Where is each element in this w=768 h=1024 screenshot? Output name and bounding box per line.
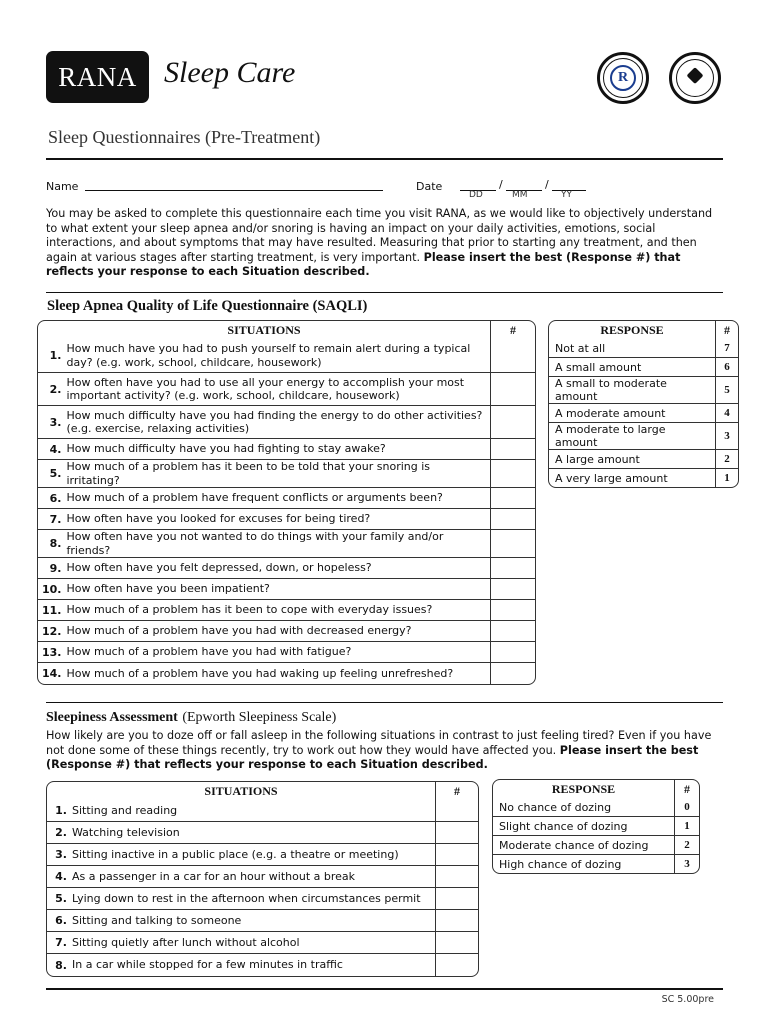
situation-text: Watching television — [70, 822, 436, 844]
table-row — [38, 663, 535, 684]
row-number: 1. — [38, 339, 65, 373]
answer-cell[interactable] — [436, 866, 478, 888]
situation-text: How much of a problem have you had with fatigue? — [65, 642, 492, 663]
table-row — [38, 600, 535, 621]
table-row — [38, 406, 535, 439]
footer-divider — [46, 988, 723, 990]
answer-cell[interactable] — [436, 932, 478, 954]
answer-cell[interactable] — [491, 621, 535, 642]
response-row — [493, 855, 699, 873]
answer-cell[interactable] — [491, 406, 535, 439]
response-row — [493, 836, 699, 855]
table-row — [38, 339, 535, 373]
saqli-title: Sleep Apnea Quality of Life Questionnaire (SAQLI) — [47, 298, 368, 314]
response-header: RESPONSE — [549, 321, 716, 339]
rana-logo — [46, 51, 149, 103]
response-row — [493, 817, 699, 836]
answer-cell[interactable] — [491, 439, 535, 460]
response-label: A small to moderate amount — [549, 377, 716, 404]
situations-header: SITUATIONS — [38, 321, 491, 339]
response-number: 6 — [716, 358, 738, 377]
situation-text: As a passenger in a car for an hour without a break — [70, 866, 436, 888]
row-number: 5. — [38, 460, 65, 488]
row-number: 7. — [47, 932, 70, 954]
situation-text: In a car while stopped for a few minutes in traffic — [70, 954, 436, 976]
response-number: 3 — [716, 423, 738, 450]
answer-cell[interactable] — [491, 509, 535, 530]
response-header: RESPONSE — [493, 780, 675, 798]
row-number: 3. — [38, 406, 65, 439]
row-number: 2. — [47, 822, 70, 844]
situation-text: How often have you been impatient? — [65, 579, 492, 600]
date-separator: / — [499, 178, 503, 191]
mm-hint: MM — [512, 190, 528, 200]
answer-cell[interactable] — [491, 558, 535, 579]
answer-cell[interactable] — [491, 460, 535, 488]
response-number: 2 — [716, 450, 738, 469]
table-row — [38, 642, 535, 663]
answer-cell[interactable] — [491, 373, 535, 406]
response-label: High chance of dozing — [493, 855, 675, 873]
table-row — [38, 373, 535, 406]
situation-text: How much difficulty have you had fighting to stay awake? — [65, 439, 492, 460]
section-divider — [46, 702, 723, 703]
response-row — [549, 377, 738, 404]
document-title: Sleep Questionnaires (Pre-Treatment) — [48, 127, 321, 147]
row-number: 8. — [38, 530, 65, 558]
row-number: 4. — [38, 439, 65, 460]
response-row — [549, 423, 738, 450]
intro-text: You may be asked to complete this questionnaire each time you visit RANA, as we would like to objectively understand to what extent your sleep apnea and/or snoring is having an impact on your daily activities, emotions, social interactions, and about symptoms that may have resulted. Measuring that prior to starting any treatment, and then again at various stages after starting treatment, is very important. — [46, 207, 713, 264]
response-row — [549, 469, 738, 487]
row-number: 1. — [47, 800, 70, 822]
response-label: Not at all — [549, 339, 716, 358]
answer-cell[interactable] — [436, 800, 478, 822]
response-number: 0 — [675, 798, 699, 817]
response-number: 3 — [684, 858, 690, 870]
situation-text: Sitting and reading — [70, 800, 436, 822]
table-row — [38, 558, 535, 579]
answer-cell[interactable] — [436, 910, 478, 932]
response-row — [549, 339, 738, 358]
num-header: # — [454, 783, 460, 798]
name-label: Name — [46, 180, 79, 193]
table-row — [38, 460, 535, 488]
row-number: 13. — [38, 642, 65, 663]
situations-header: SITUATIONS — [47, 782, 436, 800]
answer-cell[interactable] — [491, 339, 535, 373]
situation-text: How much of a problem have frequent conflicts or arguments been? — [65, 488, 492, 509]
table-row — [47, 844, 478, 866]
table-row — [47, 888, 478, 910]
situation-text: How much of a problem have you had with decreased energy? — [65, 621, 492, 642]
situation-text: How much of a problem has it been to cope with everyday issues? — [65, 600, 492, 621]
table-row — [38, 530, 535, 558]
date-separator: / — [545, 178, 549, 191]
response-label: A very large amount — [549, 469, 716, 487]
answer-cell[interactable] — [491, 488, 535, 509]
response-number: 5 — [716, 377, 738, 404]
section-divider — [46, 292, 723, 293]
situation-text: Sitting inactive in a public place (e.g. a theatre or meeting) — [70, 844, 436, 866]
situation-text: How much of a problem has it been to be told that your snoring is irritating? — [65, 460, 492, 488]
title-divider — [46, 158, 723, 160]
name-field[interactable] — [85, 190, 383, 191]
table-row — [47, 866, 478, 888]
table-row — [47, 910, 478, 932]
table-row — [47, 800, 478, 822]
epworth-intro-bold: Please insert the best (Response #) that reflects your response to each Situation described. — [46, 743, 699, 772]
num-header: # — [510, 322, 516, 337]
situation-text: How much have you had to push yourself to remain alert during a typical day? (e.g. work, school, childcare, housework) — [65, 339, 492, 373]
table-row — [38, 488, 535, 509]
situation-text: Sitting quietly after lunch without alcohol — [70, 932, 436, 954]
table-row — [38, 439, 535, 460]
epworth-intro — [46, 729, 718, 773]
answer-cell[interactable] — [436, 822, 478, 844]
table-row — [47, 954, 478, 976]
response-label: A moderate amount — [549, 404, 716, 423]
answer-cell[interactable] — [491, 600, 535, 621]
epworth-situations-table — [46, 781, 479, 977]
table-row — [38, 621, 535, 642]
table-row — [38, 579, 535, 600]
brand-title: Sleep Care — [164, 56, 296, 89]
saqli-response-table — [548, 320, 739, 488]
form-code: SC 5.00pre — [661, 994, 714, 1005]
answer-cell[interactable] — [491, 663, 535, 684]
yy-hint: YY — [561, 190, 572, 200]
intro-paragraph — [46, 207, 726, 280]
situation-text: Lying down to rest in the afternoon when circumstances permit — [70, 888, 436, 910]
response-num-header: # — [724, 322, 730, 337]
row-number: 6. — [47, 910, 70, 932]
epworth-response-table — [492, 779, 700, 874]
answer-cell[interactable] — [491, 579, 535, 600]
response-row — [549, 450, 738, 469]
response-label: Slight chance of dozing — [493, 817, 675, 836]
row-number: 2. — [38, 373, 65, 406]
table-row — [38, 509, 535, 530]
row-number: 3. — [47, 844, 70, 866]
epworth-title — [46, 709, 336, 726]
response-label: No chance of dozing — [493, 798, 675, 817]
row-number: 4. — [47, 866, 70, 888]
situation-text: Sitting and talking to someone — [70, 910, 436, 932]
response-number: 1 — [675, 817, 699, 836]
situation-text: How much difficulty have you had finding the energy to do other activities? (e.g. exercise, relaxing activities) — [65, 406, 492, 439]
row-number: 7. — [38, 509, 65, 530]
accreditation-seal-icon — [669, 52, 721, 104]
answer-cell[interactable] — [491, 530, 535, 558]
date-label: Date — [416, 180, 443, 193]
response-num-header: # — [684, 781, 690, 796]
answer-cell[interactable] — [436, 844, 478, 866]
table-row — [47, 822, 478, 844]
row-number: 8. — [55, 958, 67, 972]
rana-care-seal-icon: R — [597, 52, 649, 104]
response-label: Moderate chance of dozing — [493, 836, 675, 855]
table-row — [47, 932, 478, 954]
answer-cell[interactable] — [436, 954, 478, 976]
response-row — [549, 358, 738, 377]
answer-cell[interactable] — [436, 888, 478, 910]
response-number: 7 — [716, 339, 738, 358]
intro-bold: Please insert the best (Response #) that reflects your response to each Situation described. — [46, 250, 681, 279]
row-number: 5. — [47, 888, 70, 910]
situation-text: How often have you not wanted to do things with your family and/or friends? — [65, 530, 492, 558]
answer-cell[interactable] — [491, 642, 535, 663]
response-number: 1 — [724, 472, 730, 484]
row-number: 14. — [42, 667, 62, 680]
response-row — [493, 798, 699, 817]
response-label: A moderate to large amount — [549, 423, 716, 450]
situation-text: How often have you looked for excuses for being tired? — [65, 509, 492, 530]
saqli-situations-table — [37, 320, 536, 685]
row-number: 12. — [38, 621, 65, 642]
response-number: 2 — [675, 836, 699, 855]
situation-text: How much of a problem have you had waking up feeling unrefreshed? — [65, 663, 492, 684]
situation-text: How often have you felt depressed, down, or hopeless? — [65, 558, 492, 579]
epworth-intro-text: How likely are you to doze off or fall asleep in the following situations in contrast to just feeling tired? Even if you have not done some of these things recently, try to work out how they would have affected you. — [46, 729, 712, 757]
response-row — [549, 404, 738, 423]
dd-hint: DD — [469, 190, 483, 200]
row-number: 9. — [38, 558, 65, 579]
epworth-title-text: Sleepiness Assessment — [46, 710, 178, 725]
situation-text: How often have you had to use all your energy to accomplish your most important activity? (e.g. work, school, childcare, housework) — [65, 373, 492, 406]
row-number: 6. — [38, 488, 65, 509]
row-number: 10. — [38, 579, 65, 600]
logo-text: RANA — [58, 61, 137, 92]
row-number: 11. — [38, 600, 65, 621]
response-label: A small amount — [549, 358, 716, 377]
response-number: 4 — [716, 404, 738, 423]
epworth-subtitle: (Epworth Sleepiness Scale) — [182, 710, 337, 725]
response-label: A large amount — [549, 450, 716, 469]
